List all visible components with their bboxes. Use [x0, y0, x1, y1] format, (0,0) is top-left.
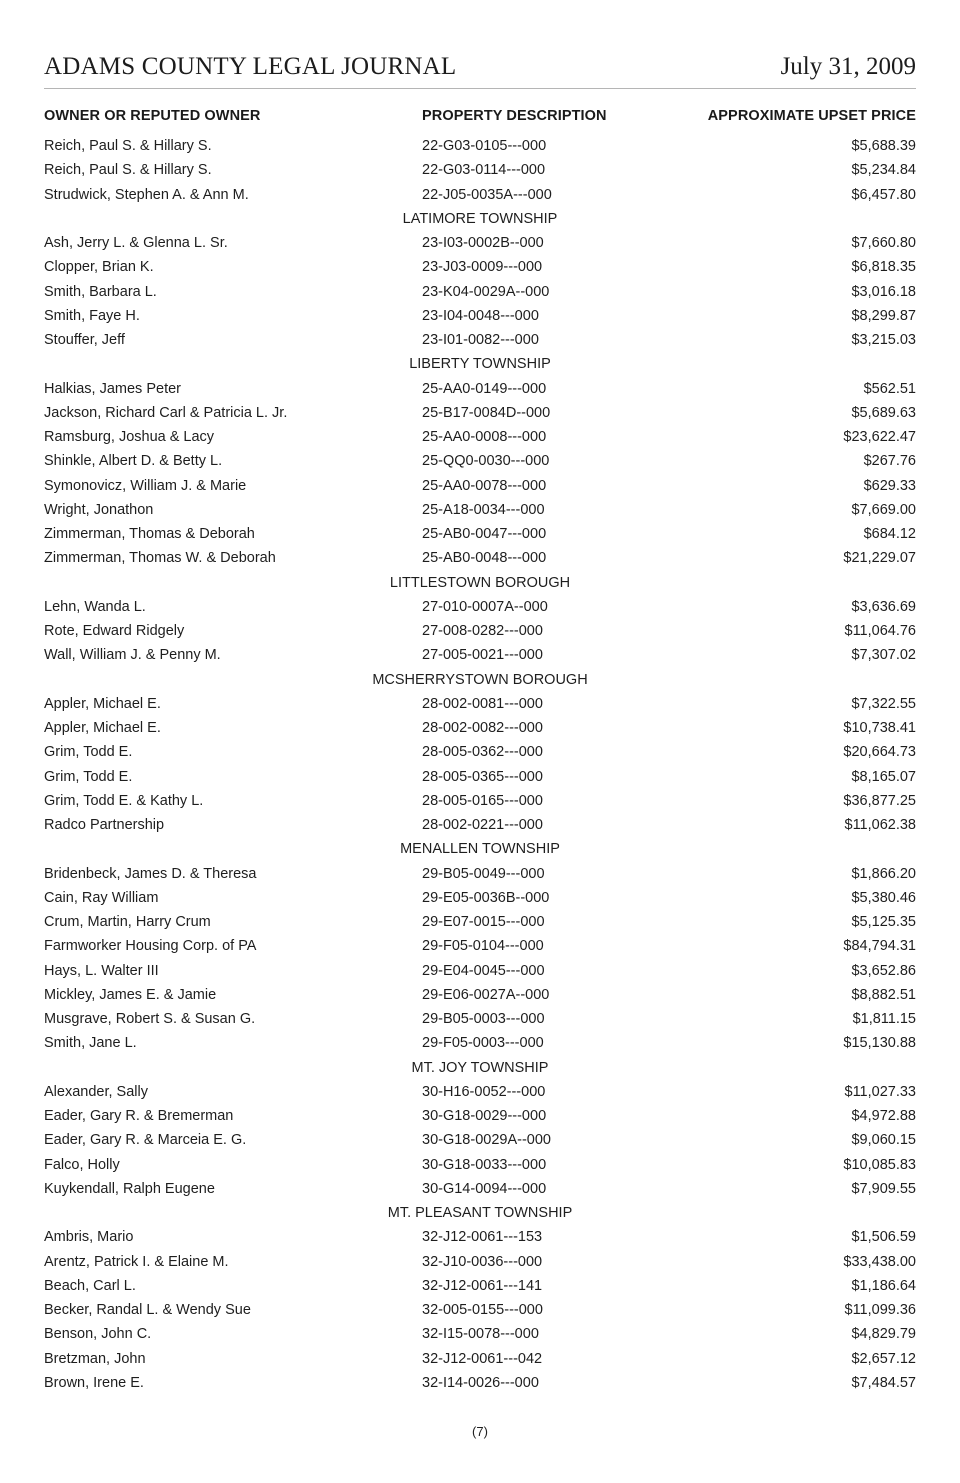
upset-price: $7,669.00	[851, 501, 916, 518]
upset-price: $7,322.55	[851, 695, 916, 712]
owner-name: Jackson, Richard Carl & Patricia L. Jr.	[44, 404, 288, 421]
upset-price: $36,877.25	[843, 792, 916, 809]
municipality-heading: MT. PLEASANT TOWNSHIP	[387, 1205, 573, 1221]
parcel-number: 25-AA0-0078---000	[422, 477, 547, 494]
parcel-number: 32-I15-0078---000	[422, 1326, 539, 1343]
upset-price: $5,125.35	[851, 914, 916, 930]
owner-name: Ramsburg, Joshua & Lacy	[44, 429, 215, 445]
upset-price: $629.33	[863, 477, 916, 494]
parcel-number: 27-008-0282---000	[422, 623, 543, 639]
owner-name: Symonovicz, William J. & Marie	[44, 477, 247, 494]
upset-price: $20,664.73	[843, 744, 916, 761]
listing-row	[44, 449, 916, 473]
municipality-heading: MCSHERRYSTOWN BOROUGH	[372, 671, 588, 688]
owner-name: Reich, Paul S. & Hillary S.	[44, 162, 212, 179]
parcel-number: 29-E05-0036B--000	[422, 889, 550, 906]
listing-row	[44, 280, 916, 304]
upset-price: $21,229.07	[843, 550, 916, 567]
owner-name: Bridenbeck, James D. & Theresa	[44, 865, 257, 882]
upset-price: $267.76	[863, 453, 916, 470]
owner-name: Bretzman, John	[44, 1350, 146, 1367]
parcel-number: 27-005-0021---000	[422, 647, 543, 664]
listing-row	[44, 1298, 916, 1322]
owner-name: Smith, Faye H.	[44, 307, 140, 324]
listing-row	[44, 1250, 916, 1274]
parcel-number: 29-B05-0003---000	[422, 1011, 545, 1027]
parcel-number: 23-K04-0029A--000	[422, 283, 550, 300]
listing-row	[44, 959, 916, 983]
listing-row	[44, 934, 916, 958]
owner-name: Reich, Paul S. & Hillary S.	[44, 138, 212, 154]
listing-row	[44, 158, 916, 182]
owner-name: Farmworker Housing Corp. of PA	[44, 938, 257, 955]
parcel-number: 29-B05-0049---000	[422, 865, 545, 882]
parcel-number: 32-J12-0061---153	[422, 1229, 543, 1246]
upset-price: $1,506.59	[851, 1229, 916, 1246]
parcel-number: 30-G14-0094---000	[422, 1180, 547, 1197]
listing-row	[44, 1322, 916, 1346]
upset-price: $8,165.07	[851, 768, 916, 785]
upset-price: $23,622.47	[843, 429, 916, 445]
upset-price: $11,099.36	[844, 1302, 916, 1318]
parcel-number: 22-J05-0035A---000	[422, 186, 552, 203]
owner-name: Eader, Gary R. & Bremerman	[44, 1108, 234, 1124]
upset-price: $11,062.38	[844, 817, 916, 833]
parcel-number: 23-I01-0082---000	[422, 332, 539, 348]
upset-price: $11,064.76	[844, 623, 916, 639]
owner-name: Lehn, Wanda L.	[44, 598, 146, 615]
owner-name: Wall, William J. & Penny M.	[44, 647, 221, 664]
column-headers	[44, 106, 916, 128]
parcel-number: 32-J12-0061---042	[422, 1350, 543, 1367]
listing-row	[44, 377, 916, 401]
owner-name: Smith, Jane L.	[44, 1035, 137, 1052]
upset-price: $684.12	[863, 526, 916, 542]
parcel-number: 29-E06-0027A--000	[422, 986, 550, 1003]
upset-price: $5,688.39	[851, 138, 916, 154]
upset-price: $4,829.79	[851, 1326, 916, 1343]
listing-row	[44, 886, 916, 910]
owner-name: Eader, Gary R. & Marceia E. G.	[44, 1132, 247, 1149]
upset-price: $84,794.31	[843, 938, 916, 955]
municipality-heading: LIBERTY TOWNSHIP	[409, 356, 551, 373]
listing-row	[44, 813, 916, 837]
listing-row	[44, 1153, 916, 1177]
listing-row	[44, 1007, 916, 1031]
listing-row	[44, 643, 916, 667]
parcel-number: 30-G18-0033---000	[422, 1156, 547, 1173]
owner-name: Grim, Todd E.	[44, 768, 133, 785]
parcel-number: 32-I14-0026---000	[422, 1374, 539, 1391]
listing-row	[44, 183, 916, 207]
owner-name: Zimmerman, Thomas W. & Deborah	[44, 550, 276, 567]
upset-price: $7,484.57	[851, 1374, 916, 1391]
owner-name: Beach, Carl L.	[44, 1277, 136, 1294]
parcel-number: 27-010-0007A--000	[422, 598, 548, 615]
upset-price: $4,972.88	[851, 1108, 916, 1124]
upset-price: $562.51	[863, 380, 916, 397]
parcel-number: 32-J12-0061---141	[422, 1277, 543, 1294]
owner-name: Alexander, Sally	[44, 1083, 148, 1100]
owner-name: Mickley, James E. & Jamie	[44, 986, 217, 1003]
owner-column-header: OWNER OR REPUTED OWNER	[44, 108, 261, 124]
upset-price: $5,380.46	[851, 889, 916, 906]
owner-name: Crum, Martin, Harry Crum	[44, 914, 211, 930]
listing-row	[44, 765, 916, 789]
parcel-number: 22-G03-0105---000	[422, 138, 547, 154]
listing-row	[44, 1128, 916, 1152]
listing-row	[44, 910, 916, 934]
listing-row	[44, 304, 916, 328]
upset-price: $5,689.63	[851, 404, 916, 421]
parcel-number: 30-G18-0029A--000	[422, 1132, 551, 1149]
upset-price: $5,234.84	[851, 162, 916, 179]
owner-name: Hays, L. Walter III	[44, 962, 159, 979]
owner-name: Rote, Edward Ridgely	[44, 623, 185, 639]
parcel-number: 25-AB0-0048---000	[422, 550, 547, 567]
listing-row	[44, 740, 916, 764]
owner-name: Zimmerman, Thomas & Deborah	[44, 526, 255, 542]
listing-row	[44, 1177, 916, 1201]
listing-row	[44, 595, 916, 619]
parcel-number: 23-J03-0009---000	[422, 259, 543, 276]
owner-name: Benson, John C.	[44, 1326, 152, 1343]
listing-row	[44, 1347, 916, 1371]
listing-row	[44, 1225, 916, 1249]
owner-name: Wright, Jonathon	[44, 501, 154, 518]
listing-row	[44, 1104, 916, 1128]
owner-name: Stouffer, Jeff	[44, 332, 125, 348]
listing-row	[44, 1274, 916, 1298]
parcel-number: 22-G03-0114---000	[422, 162, 546, 179]
parcel-number: 29-F05-0003---000	[422, 1035, 544, 1052]
upset-price: $8,299.87	[851, 307, 916, 324]
upset-price: $10,085.83	[843, 1156, 916, 1173]
upset-price: $7,660.80	[851, 235, 916, 251]
owner-name: Appler, Michael E.	[44, 720, 161, 736]
upset-price: $3,016.18	[851, 283, 916, 300]
property-column-header: PROPERTY DESCRIPTION	[422, 108, 607, 124]
upset-price: $33,438.00	[843, 1253, 916, 1270]
owner-name: Falco, Holly	[44, 1156, 120, 1173]
upset-price: $11,027.33	[844, 1083, 916, 1100]
parcel-number: 28-005-0362---000	[422, 744, 543, 761]
parcel-number: 29-F05-0104---000	[422, 938, 544, 955]
owner-name: Ambris, Mario	[44, 1229, 134, 1246]
upset-price: $2,657.12	[851, 1350, 916, 1367]
parcel-number: 28-002-0221---000	[422, 817, 543, 833]
upset-price: $6,818.35	[851, 259, 916, 276]
listing-row	[44, 522, 916, 546]
parcel-number: 29-E04-0045---000	[422, 962, 545, 979]
parcel-number: 32-J10-0036---000	[422, 1253, 543, 1270]
listing-row	[44, 1031, 916, 1055]
upset-price: $1,866.20	[851, 865, 916, 882]
parcel-number: 25-QQ0-0030---000	[422, 453, 550, 470]
municipality-heading: LITTLESTOWN BOROUGH	[389, 574, 571, 591]
listing-row	[44, 789, 916, 813]
owner-name: Radco Partnership	[44, 817, 165, 833]
owner-name: Halkias, James Peter	[44, 380, 181, 397]
owner-name: Musgrave, Robert S. & Susan G.	[44, 1011, 256, 1027]
listing-row	[44, 255, 916, 279]
listing-row	[44, 1371, 916, 1395]
upset-price: $1,186.64	[851, 1277, 916, 1294]
upset-price: $7,909.55	[851, 1180, 916, 1197]
upset-price: $8,882.51	[851, 986, 916, 1003]
listing-row	[44, 1080, 916, 1104]
parcel-number: 30-G18-0029---000	[422, 1108, 547, 1124]
listing-row	[44, 474, 916, 498]
owner-name: Smith, Barbara L.	[44, 283, 157, 300]
listing-row	[44, 498, 916, 522]
parcel-number: 25-AB0-0047---000	[422, 526, 547, 542]
parcel-number: 25-B17-0084D--000	[422, 404, 551, 421]
owner-name: Kuykendall, Ralph Eugene	[44, 1180, 215, 1197]
owner-name: Grim, Todd E. & Kathy L.	[44, 792, 204, 809]
parcel-number: 32-005-0155---000	[422, 1302, 543, 1318]
listing-row	[44, 716, 916, 740]
parcel-number: 23-I03-0002B--000	[422, 235, 544, 251]
listing-row	[44, 692, 916, 716]
owner-name: Strudwick, Stephen A. & Ann M.	[44, 186, 249, 203]
owner-name: Ash, Jerry L. & Glenna L. Sr.	[44, 235, 228, 251]
owner-name: Brown, Irene E.	[44, 1374, 144, 1391]
upset-price: $10,738.41	[843, 720, 916, 736]
parcel-number: 25-A18-0034---000	[422, 501, 545, 518]
page-number: (7)	[472, 1424, 488, 1439]
listing-row	[44, 546, 916, 570]
upset-price: $3,215.03	[851, 332, 916, 348]
owner-name: Appler, Michael E.	[44, 695, 161, 712]
parcel-number: 30-H16-0052---000	[422, 1083, 546, 1100]
parcel-number: 23-I04-0048---000	[422, 307, 539, 324]
parcel-number: 28-005-0365---000	[422, 768, 543, 785]
masthead	[44, 50, 916, 89]
municipality-heading: MENALLEN TOWNSHIP	[400, 841, 560, 858]
owner-name: Becker, Randal L. & Wendy Sue	[44, 1302, 251, 1318]
price-column-header: APPROXIMATE UPSET PRICE	[707, 108, 916, 124]
owner-name: Shinkle, Albert D. & Betty L.	[44, 453, 223, 470]
listing-row	[44, 231, 916, 255]
upset-price: $3,652.86	[851, 962, 916, 979]
owner-name: Clopper, Brian K.	[44, 259, 154, 276]
publication-title: ADAMS COUNTY LEGAL JOURNAL	[44, 53, 457, 80]
owner-name: Cain, Ray William	[44, 889, 159, 906]
parcel-number: 28-002-0081---000	[422, 695, 543, 712]
municipality-heading: LATIMORE TOWNSHIP	[402, 210, 558, 227]
parcel-number: 25-AA0-0008---000	[422, 429, 547, 445]
listing-row	[44, 401, 916, 425]
upset-price: $1,811.15	[852, 1011, 916, 1027]
listing-row	[44, 134, 916, 158]
upset-price: $7,307.02	[851, 647, 916, 664]
issue-date: July 31, 2009	[780, 53, 916, 80]
owner-name: Grim, Todd E.	[44, 744, 133, 761]
upset-price: $9,060.15	[851, 1132, 916, 1149]
parcel-number: 25-AA0-0149---000	[422, 380, 547, 397]
upset-price: $15,130.88	[843, 1035, 916, 1052]
municipality-heading: MT. JOY TOWNSHIP	[411, 1059, 549, 1076]
listing-row	[44, 328, 916, 352]
parcel-number: 29-E07-0015---000	[422, 914, 545, 930]
listing-row	[44, 983, 916, 1007]
parcel-number: 28-002-0082---000	[422, 720, 543, 736]
listing-row	[44, 619, 916, 643]
owner-name: Arentz, Patrick I. & Elaine M.	[44, 1253, 229, 1270]
listing-row	[44, 425, 916, 449]
upset-price: $3,636.69	[851, 598, 916, 615]
listing-table	[44, 134, 916, 1395]
listing-row	[44, 862, 916, 886]
upset-price: $6,457.80	[851, 186, 916, 203]
parcel-number: 28-005-0165---000	[422, 792, 543, 809]
